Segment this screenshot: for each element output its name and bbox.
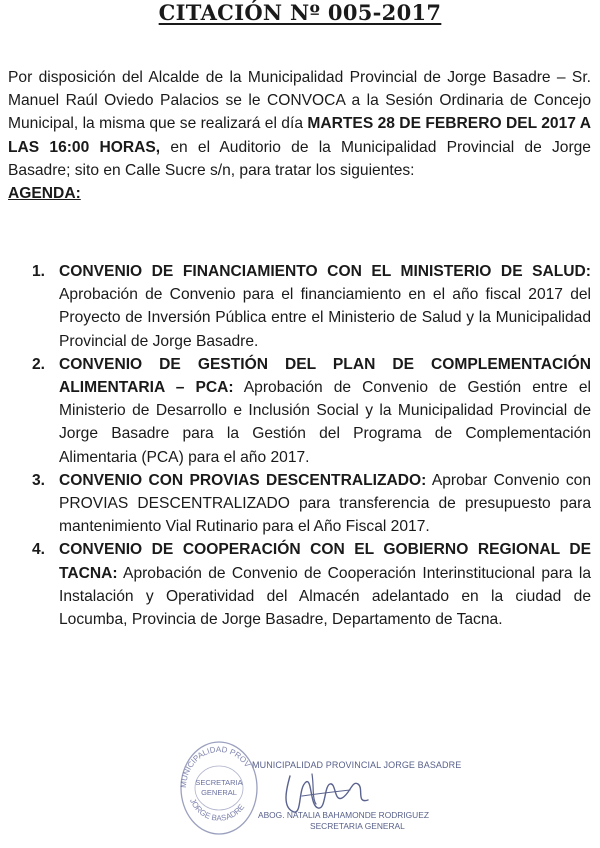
agenda-item-text: Aprobación de Convenio para el financiamiento en el año fiscal 2017 del Proyecto de Inversión Pública entre el Ministerio de Salud y la Municipalidad Provincial de Jorge Basadre. [59,286,591,350]
seal-center-line2: GENERAL [201,788,237,797]
intro-text-part2: en el Auditorio de la Municipalidad Provincial de Jorge Basadre; sito en Calle Sucre s/n, para tratar los siguientes: [8,138,591,179]
agenda-item-number: 1. [32,263,46,280]
agenda-item [32,538,591,631]
stamp-signer-name: ABOG. NATALIA BAHAMONDE RODRIGUEZ [258,810,429,820]
official-seal-stamp [178,738,260,838]
agenda-item-heading: CONVENIO DE FINANCIAMIENTO CON EL MINISTERIO DE SALUD: [59,263,591,280]
agenda-item-text: Aprobación de Convenio de Cooperación Interinstitucional para la Instalación y Operatividad del Almacén adelantado en la ciudad de Locumba, Provincia de Jorge Basadre, Departamento de Tacna. [59,564,591,629]
signature-stamp [252,760,462,840]
intro-text-part1: Por disposición del Alcalde de la Municipalidad Provincial de Jorge Basadre – Sr. Manuel Raúl Oviedo Palacios se le CONVOCA a la Sesión Ordinaria de Concejo Municipal, la misma que se realizará el día [8,69,591,133]
document-title [0,0,600,25]
citation-title: CITACIÓN Nº 005-2017 [158,0,442,25]
stamp-signer-title: SECRETARIA GENERAL [310,821,405,831]
document-body [8,66,591,205]
agenda-item [32,260,591,353]
session-date: MARTES 28 DE FEBRERO DEL 2017 A LAS 16:00 HORAS, [8,115,591,156]
agenda-item-heading: CONVENIO DE COOPERACIÓN CON EL GOBIERNO REGIONAL DE TACNA: [59,541,591,582]
seal-ring-bottom-text: JORGE BASADRE [188,797,247,823]
agenda-item-number: 2. [32,355,46,373]
agenda-item-heading: CONVENIO CON PROVIAS DESCENTRALIZADO: [59,471,427,489]
intro-paragraph [8,66,591,182]
agenda-item-number: 3. [32,471,46,489]
agenda-item-heading: CONVENIO DE GESTIÓN DEL PLAN DE COMPLEMENTACIÓN ALIMENTARIA – PCA: [59,355,591,397]
agenda-heading: AGENDA: [8,185,81,203]
agenda-item-text: Aprobación de Convenio de Gestión entre el Ministerio de Desarrollo e Inclusión Social y la Municipalidad Provincial de Jorge Basadre para la Gestión del Programa de Complementación Alimentaria (PCA) para el año 2017. [59,379,591,466]
agenda-item-number: 4. [32,541,46,559]
seal-ring-top-text: MUNICIPALIDAD PROV [178,744,253,789]
agenda-list [32,260,591,631]
seal-center-line1: SECRETARIA [195,778,243,787]
agenda-item [32,353,591,469]
stamp-institution: MUNICIPALIDAD PROVINCIAL JORGE BASADRE [252,760,462,770]
agenda-item [32,469,591,539]
agenda-item-text: Aprobar Convenio con PROVIAS DESCENTRALIZADO para transferencia de presupuesto para mantenimiento Vial Rutinario para el Año Fiscal 2017. [59,471,592,536]
